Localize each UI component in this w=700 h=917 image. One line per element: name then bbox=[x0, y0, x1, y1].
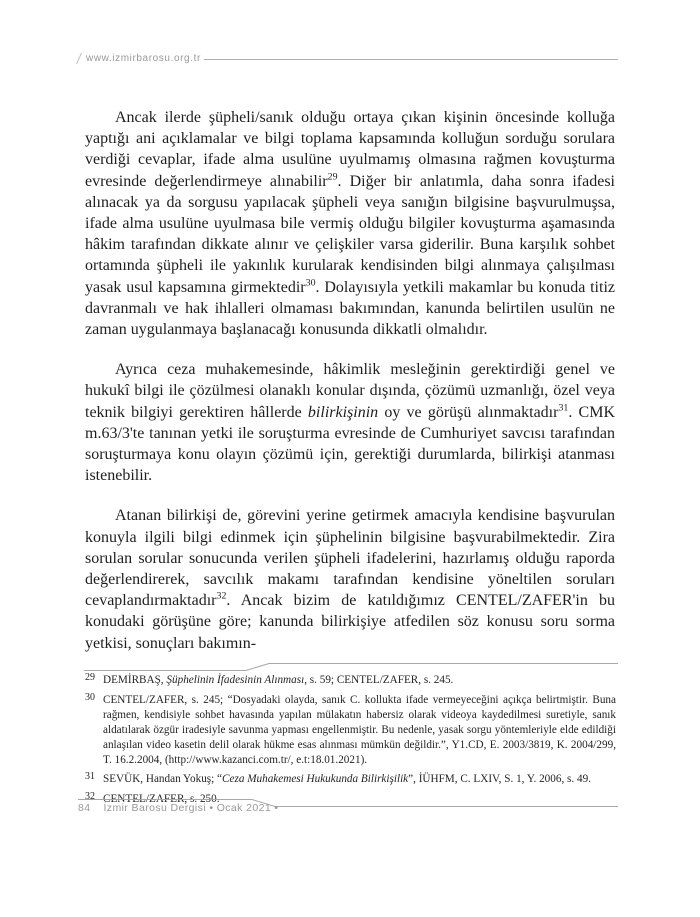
footnote-number: 29 bbox=[85, 672, 95, 683]
footnote-number: 32 bbox=[85, 791, 95, 803]
page-number: 84 bbox=[78, 802, 91, 814]
page-footer bbox=[78, 802, 279, 814]
footnote-separator-rule bbox=[84, 658, 618, 673]
website-url: www.izmirbarosu.org.tr bbox=[86, 53, 201, 64]
header-rule bbox=[204, 59, 618, 60]
footnote bbox=[85, 693, 616, 768]
footnote bbox=[85, 673, 616, 688]
footnote-text: DEMİRBAŞ, Şüphelinin İfadesinin Alınması, s. 59; CENTEL/ZAFER, s. 245. bbox=[103, 674, 454, 686]
footnote-text: SEVÜK, Handan Yokuş; “Ceza Muhakemesi Hukukunda Bilirkişilik”, İÜHFM, C. LXIV, S. 1, Y. 2006, s. 49. bbox=[103, 773, 591, 786]
footnote-number: 31 bbox=[85, 771, 95, 783]
paragraph: Ayrıca ceza muhakemesinde, hâkimlik mesleğinin gerektirdiği genel ve hukukî bilgi ile çözülmesi olanaklı konular dışında, çözümü uzmanlığı, özel veya teknik bilgiyi gerektiren hâllerde bilirkişinin oy ve görüşü alınmaktadır$^{31}$. CMK m.63/3'te tanınan yetki ile soruşturma evresinde de Cumhuriyet savcısı tarafından soruşturmaya konu olayın çözümü için, gerektiği durumlarda, bilirkişi atanması istenebilir. bbox=[85, 361, 615, 485]
footnotes-section bbox=[85, 673, 616, 812]
header-diagonal-mark bbox=[75, 52, 83, 65]
paragraph: Ancak ilerde şüpheli/sanık olduğu ortaya çıkan kişinin öncesinde kolluğa yaptığı ani açıklamalar ve bilgi toplama kapsamında kolluğun sorduğu sorulara verdiği cevaplar, ifade alma usulüne uyulmamış olmasına rağmen kovuşturma evresinde değerlendirmeye alınabilir$^{29}$. Diğer bir anlatımla, daha sonra ifadesi alınacak ya da sorgusu yapılacak şüpheli veya sanığın bilgisine başvurulmuşsa, ifade alma usulüne uyulmasa bile vermiş olduğu bilgiler kovuşturma aşamasında hâkim tarafından dikkate alınır ve çelişkiler varsa giderilir. Buna karşılık sohbet ortamında şüpheli ile yakınlık kurularak kendisinden bilgi alınmaya çalışılması yasak usul kapsamına girmektedir$^{30}$. Dolayısıyla yetkili makamlar bu konuda titiz davranmalı ve hak ihlalleri olmaması bakımından, kanunda belirtilen usulün ne zaman uygulanmaya başlanacağı konusunda dikkatli olmalıdır. bbox=[85, 109, 615, 339]
article-body bbox=[85, 107, 615, 658]
footnote-text: CENTEL/ZAFER, s. 245; “Dosyadaki olayda, sanık C. kollukta ifade vermeyeceğini açıkça belirtmiştir. Buna rağmen, kendisiyle sohbet havasında yapılan mülakatın habersiz olarak videoya kaydedilmesi suretiyle, sanık aldatılarak özgür iradesiyle savunma yapması engellenmiştir. Bu nedenle, yasak sorgu yöntemleriyle elde edildiği anlaşılan video kasetin delil olarak hükme esas alınması mümkün değildir.”, Y1.CD, E. 2003/3819, K. 2004/299, T. 16.2.2004, (http://www.kazanci.com.tr/, e.t:18.01.2021). bbox=[103, 693, 616, 766]
footnote bbox=[85, 772, 616, 787]
page-header bbox=[75, 52, 618, 65]
footnote-text: CENTEL/ZAFER, s. 250. bbox=[103, 793, 220, 806]
journal-name: İzmir Barosu Dergisi • Ocak 2021 • bbox=[103, 802, 279, 814]
paragraph: Atanan bilirkişi de, görevini yerine getirmek amacıyla kendisine başvurulan konuyla ilgili bilgi edinmek için şüphelinin bilgisine başvurabilmektedir. Zira sorulan sorular sonucunda verilen şüpheli ifadelerini, hazırlamış olduğu raporda değerlendirerek, savcılık makamı tarafından kendisine yöneltilen soruları cevaplandırmaktadır$^{32}$. Ancak bizim de katıldığımız CENTEL/ZAFER'in bu konudaki görüşüne göre; kanunda bilirkişiye atfedilen söz konusu soru sorma yetkisi, sonuçları bakımın- bbox=[85, 507, 615, 652]
footnote-number: 30 bbox=[85, 691, 95, 703]
